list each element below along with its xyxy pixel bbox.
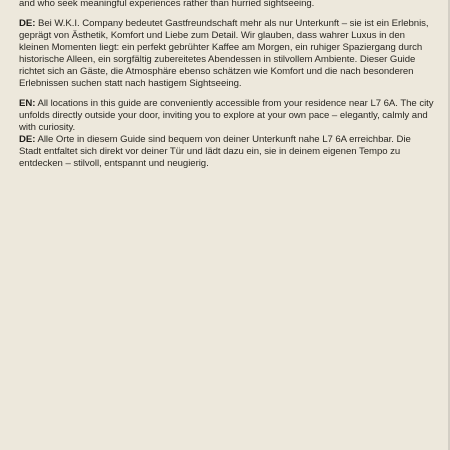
paragraph-de-2-text: Alle Orte in diesem Guide sind bequem von deiner Unterkunft nahe L7 6A erreichbar. Die Stadt entfaltet sich direkt vor deiner Tür und lädt dazu ein, sie in deinem eigenen Tempo zu entdecken – stilvoll, entspannt und neugierig. <box>19 134 411 169</box>
paragraph-de-1 <box>19 18 434 90</box>
paragraph-en-2-text: All locations in this guide are conveniently accessible from your residence near L7 6A. The city unfolds directly outside your door, inviting you to explore at your own pace – elegantly, calmly and with curiosity. <box>19 98 434 133</box>
paragraph-en-2 <box>19 98 434 134</box>
intro-paragraph-en <box>19 0 434 10</box>
language-label-de-2: DE: <box>19 134 36 145</box>
intro-text: and who seek meaningful experiences rather than hurried sightseeing. <box>19 0 315 9</box>
language-label-de: DE: <box>19 18 36 29</box>
paragraph-de-1-text: Bei W.K.I. Company bedeutet Gastfreundschaft mehr als nur Unterkunft – sie ist ein Erlebnis, geprägt von Ästhetik, Komfort und Liebe zum Detail. Wir glauben, dass wahrer Luxus in den kleinen Momenten liegt: ein perfekt gebrühter Kaffee am Morgen, ein ruhiger Spaziergang durch historische Alleen, ein sorgfältig zubereitetes Abendessen in stilvollem Ambiente. Dieser Guide richtet sich an Gäste, die Atmosphäre ebenso schätzen wie Komfort und die nach besonderen Erlebnissen suchen statt nach hastigem Sightseeing. <box>19 18 429 89</box>
language-label-en: EN: <box>19 98 36 109</box>
guide-text-block <box>0 0 450 178</box>
paragraph-de-2 <box>19 134 434 170</box>
